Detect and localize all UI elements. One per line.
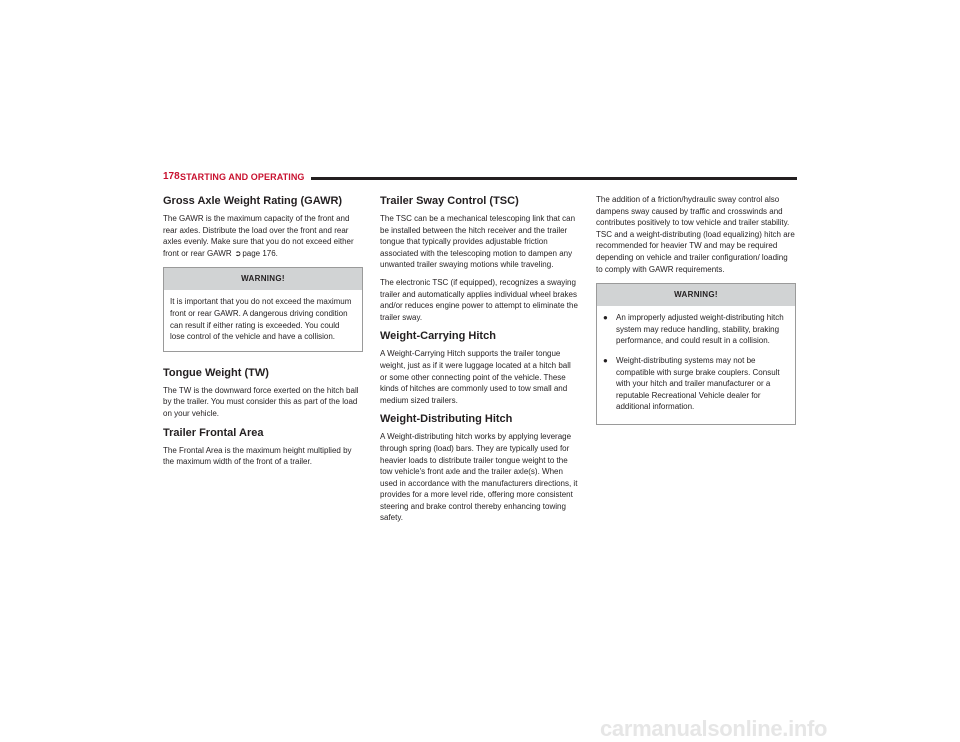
heading-tsc: Trailer Sway Control (TSC) <box>380 195 519 207</box>
warning-box <box>596 283 796 425</box>
header-rule <box>311 177 797 180</box>
paragraph-weight-carrying-hitch: A Weight-Carrying Hitch supports the trailer tongue weight, just as if it were luggage located at a hitch ball or some other connecting point of the vehicle. These kinds of hitches are commonly used to tow small and medium sized trailers. <box>380 349 571 405</box>
paragraph-trailer-frontal-area: The Frontal Area is the maximum height multiplied by the maximum width of the front of a trailer. <box>163 445 352 467</box>
warning-text: It is important that you do not exceed the maximum front or rear GAWR. A dangerous driving condition can result if either rating is exceeded. You could lose control of the vehicle and have a collision. <box>170 297 352 342</box>
bullet-icon: ● <box>603 313 608 323</box>
column-2 <box>380 194 580 530</box>
watermark: carmanualsonline.info <box>600 716 828 741</box>
page-header <box>163 171 797 185</box>
section-title: STARTING AND OPERATING <box>180 172 305 182</box>
paragraph-tsc-2: The electronic TSC (if equipped), recognizes a swaying trailer and automatically applies individual wheel brakes and/or reduces engine power to attempt to eliminate the trailer sway. <box>380 277 578 322</box>
paragraph-tsc-1: The TSC can be a mechanical telescoping link that can be installed between the hitch receiver and the trailer tongue that typically provides adjustable friction associated with the telescoping motion to dampen any unwanted trailer swaying motions while traveling. <box>380 214 576 270</box>
column-3 <box>596 194 796 439</box>
paragraph-gawr: The GAWR is the maximum capacity of the front and rear axles. Distribute the load over the front and rear axles evenly. Make sure that you do not exceed either front or rear GAWR ➲page 176. <box>163 214 354 258</box>
paragraph-weight-distributing-hitch: A Weight-distributing hitch works by applying leverage through spring (load) bars. They are typically used for heavier loads to distribute trailer tongue weight to the tow vehicle's front axle and the trailer axle(s). When used in accordance with the manufacturers directions, it provides for a more level ride, offering more consistent steering and brake control thereby enhancing towing safety. <box>380 432 578 523</box>
paragraph-sway-control: The addition of a friction/hydraulic sway control also dampens sway caused by traffic and crosswinds and contributes positively to tow vehicle and trailer stability. TSC and a weight-distributing (load equalizing) hitch are recommended for heavier TW and may be required depending on vehicle and trailer configuration/ loading to comply with GAWR requirements. <box>596 195 795 274</box>
heading-gawr: Gross Axle Weight Rating (GAWR) <box>163 195 343 207</box>
page-number: 178 <box>163 171 180 182</box>
warning-title: WARNING! <box>597 284 795 306</box>
column-1 <box>163 194 363 474</box>
warning-list-item: ● Weight-distributing systems may not be compatible with surge brake couplers. Consult with your hitch and trailer manufacturer or a reputable Recreational Vehicle dealer for additional information. <box>603 355 780 412</box>
heading-weight-carrying-hitch: Weight-Carrying Hitch <box>380 330 496 343</box>
warning-title: WARNING! <box>164 268 362 290</box>
paragraph-tongue-weight: The TW is the downward force exerted on the hitch ball by the trailer. You must consider this as part of the load on your vehicle. <box>163 385 359 418</box>
heading-tongue-weight: Tongue Weight (TW) <box>163 366 269 379</box>
warning-list-item: ● An improperly adjusted weight-distributing hitch system may reduce handling, stability, braking performance, and could result in a collision. <box>603 313 784 346</box>
heading-trailer-frontal-area: Trailer Frontal Area <box>163 426 264 439</box>
page-reference-link[interactable]: page 176. <box>242 248 278 258</box>
page-reference-arrow-icon: ➲ <box>234 248 242 258</box>
warning-box <box>163 267 363 351</box>
heading-weight-distributing-hitch: Weight-Distributing Hitch <box>380 413 513 426</box>
bullet-icon: ● <box>603 355 608 365</box>
